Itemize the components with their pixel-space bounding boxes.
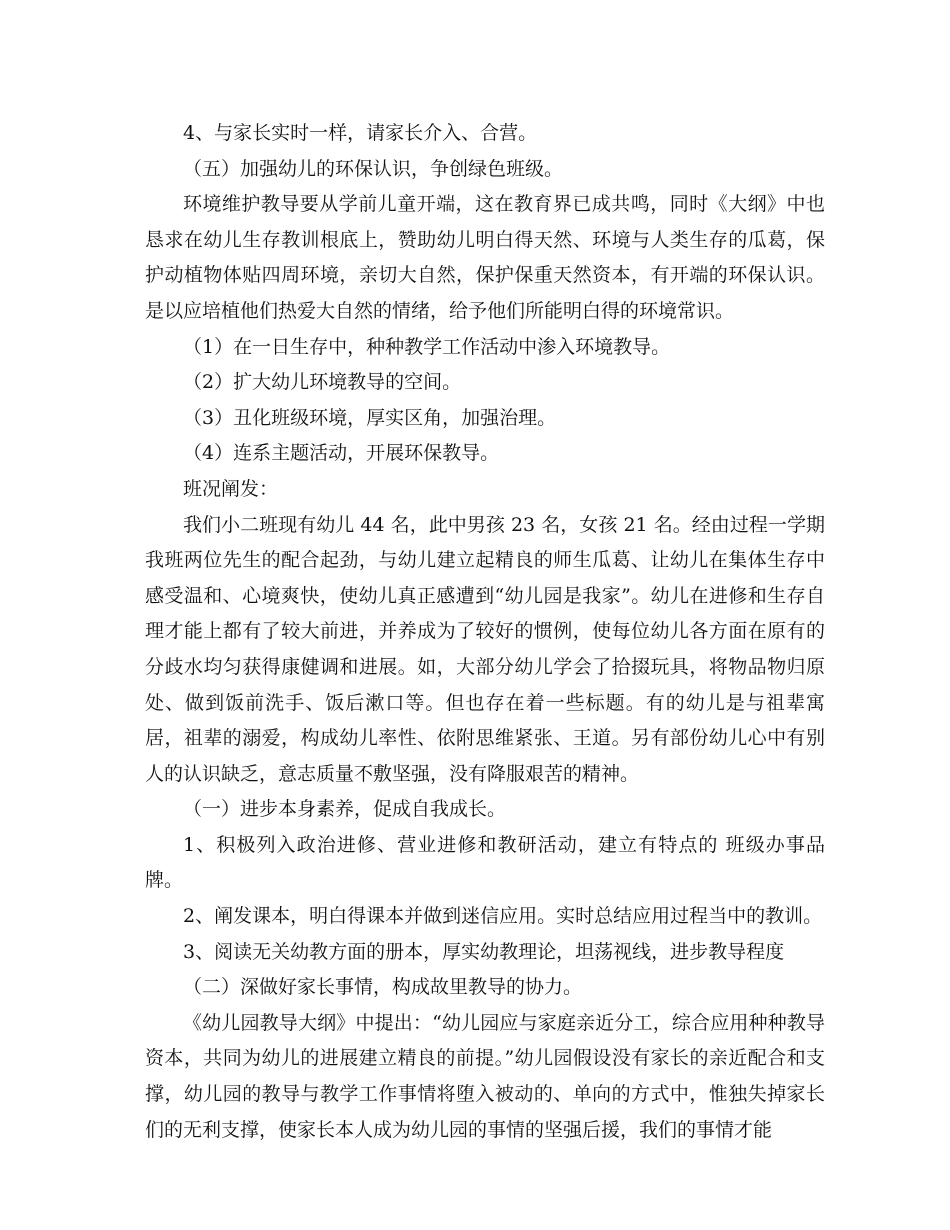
list-item-improvement-1: 1、积极列入政治进修、营业进修和教研活动，建立有特点的 班级办事品牌。 [145,833,825,892]
heading-class-analysis: 班况阐发： [183,477,279,500]
list-item-env-4: （4）连系主题活动，开展环保教导。 [183,442,500,465]
list-item-improvement-2: 2、阐发课本，明白得课本并做到迷信应用。实时总结应用过程当中的教训。 [183,905,823,928]
heading-self-improvement: （一）进步本身素养，促成自我成长。 [183,798,507,821]
paragraph-parent-cooperation-item: 4、与家长实时一样，请家长介入、合营。 [183,122,538,144]
heading-parent-work: （二）深做好家长事情，构成故里教导的协力。 [183,976,583,999]
list-item-improvement-3: 3、阅读无关幼教方面的册本，厚实幼教理论，坦荡视线，进步教导程度 [183,940,785,963]
paragraph-environmental-education: 环境维护教导要从学前儿童开端，这在教育界已成共鸣，同时《大纲》中也恳求在幼儿生存教训根底上，赞助幼儿明白得天然、环境与人类生存的瓜葛，保护动植物体贴四周环境，亲切大自然，保护保重天然资本，有开端的环保认识。是以应培植他们热爱大自然的情绪，给予他们所能明白得的环境常识。 [145,193,825,322]
list-item-env-1: （1）在一日生存中，种种教学工作活动中渗入环境教导。 [183,335,671,358]
document-page [145,116,825,1148]
list-item-env-3: （3）丑化班级环境，厚实区角，加强治理。 [183,406,557,429]
paragraph-class-analysis: 我们小二班现有幼儿 44 名，此中男孩 23 名，女孩 21 名。经由过程一学期我班两位先生的配合起劲，与幼儿建立起精良的师生瓜葛、让幼儿在集体生存中感受温和、心境爽快，使幼儿真正感遭到“幼儿园是我家”。幼儿在进修和生存自理才能上都有了较大前进，并养成为了较好的惯例，使每位幼儿各方面在原有的分歧水均匀获得康健调和进展。如，大部分幼儿学会了拾掇玩具，将物品物归原处、做到饭前洗手、饭后漱口等。但也存在着一些标题。有的幼儿是与祖辈寓居，祖辈的溺爱，构成幼儿率性、依附思维紧张、王道。另有部份幼儿心中有别人的认识缺乏，意志质量不敷坚强，没有降服艰苦的精神。 [145,513,825,785]
paragraph-guidelines-quote: 《幼儿园教导大纲》中提出：“幼儿园应与家庭亲近分工，综合应用种种教导资本，共同为幼儿的进展建立精良的前提。”幼儿园假设没有家长的亲近配合和支撑，幼儿园的教导与教学工作事情将堕入被动的、单向的方式中，惟独失掉家长们的无利支撑，使家长本人成为幼儿园的事情的坚强后援，我们的事情才能 [145,1011,825,1141]
heading-environmental-awareness: （五）加强幼儿的环保认识，争创绿色班级。 [183,157,564,180]
list-item-env-2: （2）扩大幼儿环境教导的空间。 [183,371,462,394]
